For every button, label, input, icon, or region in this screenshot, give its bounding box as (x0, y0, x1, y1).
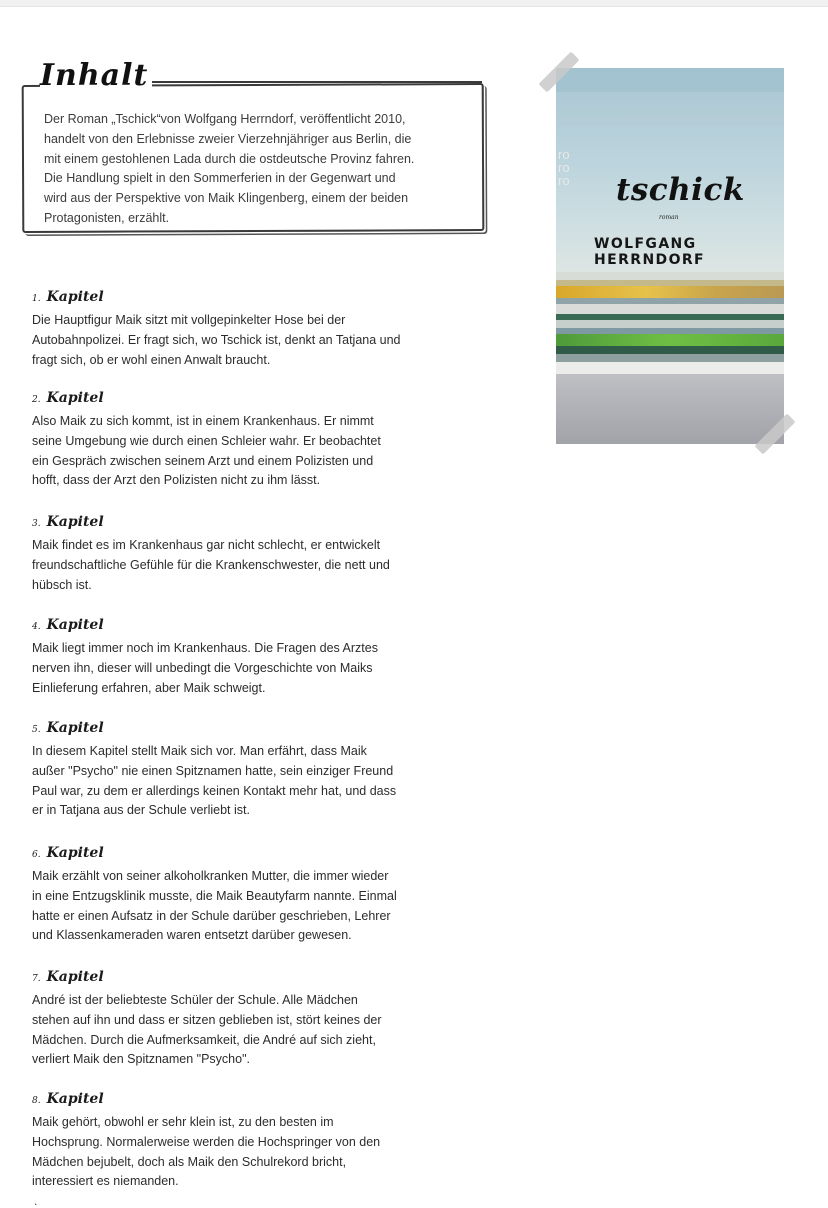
chapter-heading (32, 966, 462, 988)
summary-line: wird aus der Perspektive von Maik Klingenberg, einem der beiden (44, 191, 409, 206)
chapter-heading (32, 614, 462, 636)
summary-line: mit einem gestohlenen Lada durch die ostdeutsche Provinz fahren. (44, 151, 415, 166)
cover-road (556, 374, 784, 444)
chapter-line: hofft, dass der Arzt den Polizisten nicht zu ihm lässt. (32, 473, 321, 488)
chapter-text (32, 639, 462, 698)
chapter-title: Kapitel (46, 617, 104, 633)
chapter-line: hübsch ist. (32, 577, 92, 592)
chapter-text (32, 867, 462, 946)
chapter-line: er in Tatjana aus der Schule verliebt ist. (32, 803, 250, 818)
cover-stripe (556, 362, 784, 374)
book-cover-image (556, 68, 784, 444)
chapter-line: Die Hauptfigur Maik sitzt mit vollgepinkelter Hose bei der (32, 313, 346, 327)
summary-line: Die Handlung spielt in den Sommerferien in der Gegenwart und (44, 171, 396, 186)
viewer-top-bar (0, 0, 828, 7)
cover-sky-band (556, 68, 784, 92)
cover-stripe (556, 320, 784, 328)
summary-line: Der Roman „Tschick“von Wolfgang Herrndorf, veröffentlicht 2010, (44, 112, 406, 126)
book-author: WOLFGANG HERRNDORF (594, 236, 706, 268)
chapter-line: Mädchen. Durch die Aufmerksamkeit, die André auf sich zieht, (32, 1032, 376, 1047)
publisher-logo (558, 148, 578, 187)
chapter-number: 7. (32, 974, 41, 984)
chapter-text (32, 536, 462, 595)
chapter-line: und Klassenkameraden waren entsetzt darüber gewesen. (32, 928, 352, 943)
chapter-6 (32, 842, 462, 946)
chapter-line: André ist der beliebteste Schüler der Schule. Alle Mädchen (32, 993, 358, 1007)
chapter-heading (32, 842, 462, 864)
chapter-8 (32, 1088, 462, 1192)
chapter-line: Maik erzählt von seiner alkoholkranken Mutter, die immer wieder (32, 869, 389, 883)
chapter-number: 2. (32, 395, 41, 405)
chapter-text (32, 1113, 462, 1192)
chapter-line: Einlieferung erfahren, aber Maik schweigt. (32, 680, 266, 695)
chapter-line: ein Gespräch zwischen seinem Arzt und einem Polizisten und (32, 453, 374, 468)
chapter-text (32, 311, 462, 370)
chapter-title: Kapitel (46, 720, 104, 736)
chapter-line: Mädchen bejubelt, doch als Maik den Schulrekord bricht, (32, 1154, 347, 1169)
chapter-3 (32, 511, 462, 595)
cover-sky-band (556, 108, 784, 126)
chapter-line: Also Maik zu sich kommt, ist in einem Krankenhaus. Er nimmt (32, 414, 374, 428)
summary-line: handelt von den Erlebnisse zweier Vierzehnjähriger aus Berlin, die (44, 131, 412, 146)
chapter-number: 4. (32, 622, 41, 632)
chapter-7 (32, 966, 462, 1070)
cover-stripe (556, 354, 784, 362)
chapter-line: freundschaftliche Gefühle für die Krankenschwester, die nett und (32, 557, 390, 572)
chapter-line: verliert Maik den Spitznamen "Psycho". (32, 1052, 250, 1067)
end-mark: . (34, 1194, 38, 1208)
chapter-line: Autobahnpolizei. Er fragt sich, wo Tschick ist, denkt an Tatjana und (32, 332, 401, 347)
chapter-text (32, 742, 462, 821)
chapter-number: 8. (32, 1096, 41, 1106)
chapter-line: Paul war, zu dem er allerdings keinen Kontakt mehr hat, und dass (32, 783, 397, 798)
chapter-line: nerven ihn, dieser will unbedingt die Vorgeschichte von Maiks (32, 660, 373, 675)
chapter-title: Kapitel (46, 1091, 104, 1107)
chapter-title: Kapitel (46, 514, 104, 530)
chapter-line: Maik liegt immer noch im Krankenhaus. Die Fragen des Arztes (32, 641, 378, 655)
summary-line: Protagonisten, erzählt. (44, 210, 170, 225)
book-subtitle: roman (659, 214, 679, 221)
chapter-line: Hochsprung. Normalerweise werden die Hochspringer von den (32, 1134, 381, 1149)
chapter-line: in eine Entzugsklinik musste, die Maik Beautyfarm nannte. Einmal (32, 888, 397, 903)
cover-stripe (556, 272, 784, 280)
book-title: tschick (616, 172, 745, 208)
chapter-title: Kapitel (46, 289, 104, 305)
cover-stripe (556, 346, 784, 354)
chapter-1 (32, 286, 462, 370)
chapter-number: 1. (32, 294, 41, 304)
summary-frame-top-line (130, 81, 482, 83)
chapter-heading (32, 511, 462, 533)
chapter-line: fragt sich, ob er wohl einen Anwalt braucht. (32, 352, 271, 367)
chapter-heading (32, 387, 462, 409)
summary-text (44, 110, 476, 229)
chapter-number: 5. (32, 725, 41, 735)
chapter-2 (32, 387, 462, 491)
chapter-text (32, 991, 462, 1070)
cover-stripe-yellow (556, 286, 784, 298)
chapter-line: außer "Psycho" nie einen Spitznamen hatte, sein einziger Freund (32, 763, 394, 778)
chapter-heading (32, 1088, 462, 1110)
publisher-logo-line: ro (558, 173, 570, 188)
chapter-title: Kapitel (46, 845, 104, 861)
chapter-title: Kapitel (46, 390, 104, 406)
publisher-logo-line: ro (558, 147, 570, 162)
chapter-number: 3. (32, 519, 41, 529)
chapter-text (32, 412, 462, 491)
chapter-title: Kapitel (46, 969, 104, 985)
cover-stripe (556, 304, 784, 314)
cover-stripe-green (556, 334, 784, 346)
chapter-line: Maik findet es im Krankenhaus gar nicht schlecht, er entwickelt (32, 538, 381, 552)
chapter-line: interessiert es niemanden. (32, 1174, 179, 1189)
chapter-line: Maik gehört, obwohl er sehr klein ist, zu den besten im (32, 1115, 334, 1129)
chapter-line: stehen auf ihn und dass er sitzen geblieben ist, stört keines der (32, 1012, 382, 1027)
chapter-line: In diesem Kapitel stellt Maik sich vor. Man erfährt, dass Maik (32, 744, 367, 758)
summary-heading: Inhalt (40, 58, 152, 93)
chapter-4 (32, 614, 462, 698)
chapter-line: seine Umgebung wie durch einen Schleier wahr. Er beobachtet (32, 433, 381, 448)
publisher-logo-line: ro (558, 160, 570, 175)
chapter-5 (32, 717, 462, 821)
chapter-number: 6. (32, 850, 41, 860)
chapter-heading (32, 286, 462, 308)
chapter-line: hatte er einen Aufsatz in der Schule darüber geschrieben, Lehrer (32, 908, 391, 923)
chapter-heading (32, 717, 462, 739)
